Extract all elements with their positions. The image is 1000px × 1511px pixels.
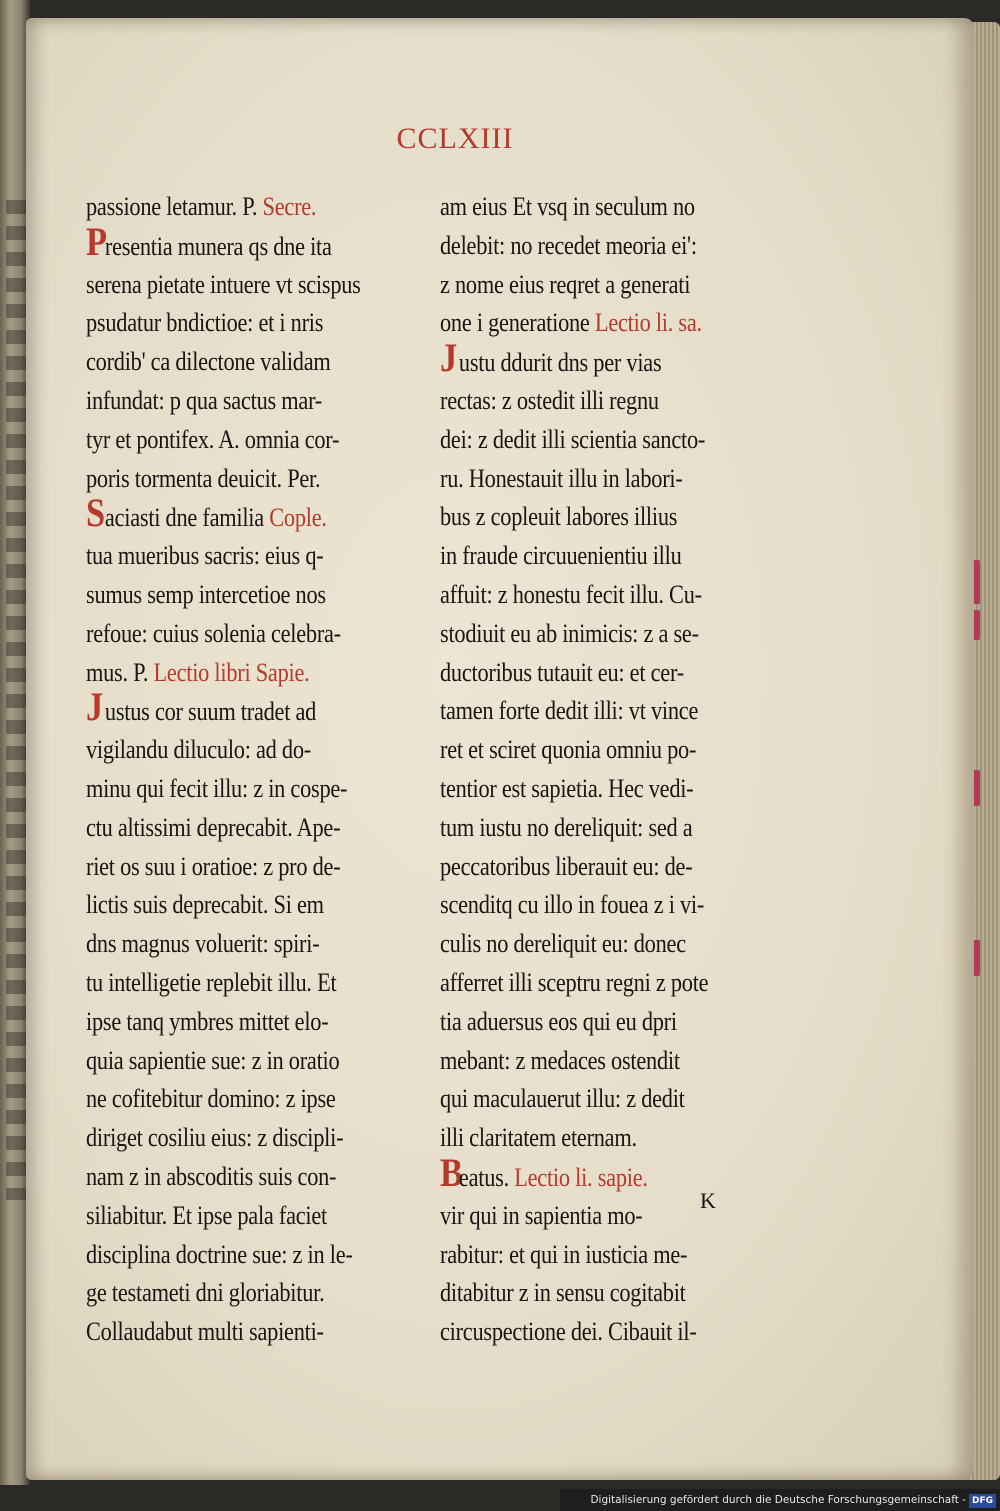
line-text: ru. Honestauit illu in labori- (440, 463, 683, 493)
line-text: scenditq cu illo in fouea z i vi- (440, 890, 705, 920)
line-text: am eius Et vsq in seculum no (440, 192, 695, 221)
rubric-heading: Lectio libri Sapie. (153, 657, 310, 687)
text-line (440, 615, 771, 654)
line-text: in fraude circuuenientiu illu (440, 541, 682, 571)
rubricated-initial: P (86, 226, 107, 264)
line-text: quia sapientie sue: z in oratio (86, 1045, 340, 1075)
text-line (440, 1042, 771, 1081)
line-text: tua mueribus sacris: eius q- (86, 541, 324, 571)
text-line (440, 1080, 771, 1119)
text-line (440, 1003, 771, 1042)
rubric-heading: Secre. (262, 192, 317, 221)
line-text: tyr et pontifex. A. omnia cor- (86, 424, 340, 454)
line-text: ustu ddurit dns per vias (458, 348, 662, 378)
text-line (440, 848, 771, 887)
text-line (440, 498, 771, 537)
line-text: culis no dereliquit eu: donec (440, 929, 686, 959)
line-text: tentior est sapietia. Hec vedi- (440, 773, 694, 803)
line-text: stodiuit eu ab inimicis: z a se- (440, 618, 699, 648)
line-text: dei: z dedit illi scientia sancto- (440, 424, 706, 454)
text-line (86, 692, 417, 731)
line-text: circuspectione dei. Cibauit il- (440, 1317, 697, 1347)
line-text: vigilandu diluculo: ad do- (86, 735, 311, 765)
text-line (440, 227, 771, 266)
text-line (440, 654, 771, 693)
line-text: resentia munera qs dne ita (104, 231, 332, 261)
rubricated-initial: J (86, 692, 103, 730)
line-text: mus. P. (86, 657, 154, 687)
line-text: mebant: z medaces ostendit (440, 1045, 680, 1075)
line-text: one i generatione (440, 308, 595, 338)
text-line (440, 1197, 771, 1236)
line-text: infundat: p qua sactus mar- (86, 385, 323, 415)
line-text: tu intelligetie replebit illu. Et (86, 967, 337, 997)
line-text: ductoribus tutauit eu: et cer- (440, 657, 684, 687)
text-line (86, 1158, 417, 1197)
text-line (86, 886, 417, 925)
line-text: riet os suu i oratioe: z pro de- (86, 851, 341, 881)
text-line (440, 421, 771, 460)
text-line (440, 964, 771, 1003)
rubricated-initial: J (440, 343, 457, 381)
line-text: tamen forte dedit illi: vt vince (440, 696, 699, 726)
text-line (86, 615, 417, 654)
text-line (86, 1003, 417, 1042)
text-line (440, 266, 771, 305)
right-text-column (440, 188, 770, 1352)
line-text: ret et sciret quonia omniu po- (440, 735, 697, 765)
line-text: serena pietate intuere vt scispus (86, 269, 361, 299)
line-text: illi claritatem eternam. (440, 1123, 637, 1153)
line-text: ustus cor suum tradet ad (104, 697, 317, 727)
text-line (86, 1236, 417, 1275)
line-text: diriget cosiliu eius: z discipli- (86, 1123, 344, 1153)
rubric-heading: Lectio li. sa. (594, 308, 702, 338)
rubricated-initial: S (86, 498, 105, 536)
catchword: K (700, 1188, 716, 1213)
line-text: ctu altissimi deprecabit. Ape- (86, 812, 341, 842)
rubric-heading: Lectio li. sapie. (514, 1162, 648, 1192)
text-line (86, 188, 417, 227)
text-line (440, 460, 771, 499)
text-line (86, 809, 417, 848)
credit-text: Digitalisierung gefördert durch die Deutsche Forschungsgemeinschaft - (590, 1494, 966, 1506)
line-text: bus z copleuit labores illius (440, 502, 678, 532)
text-line (86, 1042, 417, 1081)
text-line (86, 654, 417, 693)
line-text: sumus semp intercetioe nos (86, 579, 326, 609)
text-line (440, 770, 771, 809)
line-text: siliabitur. Et ipse pala faciet (86, 1200, 327, 1230)
text-line (440, 343, 771, 382)
text-line (86, 382, 417, 421)
line-text: tia aduersus eos qui eu dpri (440, 1006, 677, 1036)
text-line (440, 1236, 771, 1275)
text-line (440, 188, 771, 227)
text-line (86, 731, 417, 770)
line-text: nam z in abscoditis suis con- (86, 1161, 337, 1191)
line-text: poris tormenta deuicit. Per. (86, 463, 321, 493)
text-line (440, 886, 771, 925)
text-line (440, 692, 771, 731)
text-line (440, 1158, 771, 1197)
text-line (86, 848, 417, 887)
line-text: z nome eius reqret a generati (440, 269, 691, 299)
dfg-logo-badge: DFG (969, 1494, 996, 1508)
rubricated-initial: B (440, 1157, 463, 1195)
text-line (86, 1274, 417, 1313)
line-text: refoue: cuius solenia celebra- (86, 618, 341, 648)
text-line (86, 537, 417, 576)
line-text: eatus. (458, 1162, 515, 1192)
line-text: tum iustu no dereliquit: sed a (440, 812, 693, 842)
left-text-column (86, 188, 416, 1352)
line-text: disciplina doctrine sue: z in le- (86, 1239, 353, 1269)
line-text: psudatur bndictioe: et i nris (86, 308, 324, 338)
text-line (86, 576, 417, 615)
line-text: ditabitur z in sensu cogitabit (440, 1278, 686, 1308)
text-line (86, 304, 417, 343)
line-text: minu qui fecit illu: z in cospe- (86, 773, 348, 803)
text-line (86, 1080, 417, 1119)
text-line (440, 731, 771, 770)
line-text: ipse tanq ymbres mittet elo- (86, 1006, 329, 1036)
text-line (86, 266, 417, 305)
line-text: affuit: z honestu fecit illu. Cu- (440, 579, 702, 609)
previous-page-text-fragments (6, 200, 26, 1200)
text-line (86, 498, 417, 537)
text-line (86, 227, 417, 266)
text-line (440, 382, 771, 421)
line-text: afferret illi sceptru regni z pote (440, 967, 709, 997)
line-text: delebit: no recedet meoria ei': (440, 230, 697, 260)
line-text: aciasti dne familia (104, 503, 270, 533)
text-line (440, 537, 771, 576)
text-line (86, 1197, 417, 1236)
line-text: rabitur: et qui in iusticia me- (440, 1239, 688, 1269)
text-line (440, 809, 771, 848)
line-text: ge testameti dni gloriabitur. (86, 1278, 325, 1308)
digitization-credit-bar (560, 1489, 1000, 1511)
line-text: Collaudabut multi sapienti- (86, 1317, 324, 1347)
text-line (440, 1313, 771, 1352)
line-text: qui maculauerut illu: z dedit (440, 1084, 685, 1114)
text-line (86, 925, 417, 964)
text-line (440, 1119, 771, 1158)
line-text: ne cofitebitur domino: z ipse (86, 1084, 336, 1114)
text-line (440, 304, 771, 343)
rubric-heading: Cople. (269, 503, 327, 533)
text-line (440, 576, 771, 615)
line-text: passione letamur. P. (86, 192, 263, 221)
line-text: dns magnus voluerit: spiri- (86, 929, 320, 959)
line-text: cordib' ca dilectone validam (86, 347, 331, 377)
text-line (86, 343, 417, 382)
text-line (86, 421, 417, 460)
text-line (440, 925, 771, 964)
text-line (86, 964, 417, 1003)
text-line (86, 460, 417, 499)
text-line (86, 770, 417, 809)
text-line (86, 1313, 417, 1352)
line-text: vir qui in sapientia mo- (440, 1200, 643, 1230)
folio-number: CCLXIII (396, 122, 514, 155)
text-line (440, 1274, 771, 1313)
line-text: lictis suis deprecabit. Si em (86, 890, 324, 920)
line-text: peccatoribus liberauit eu: de- (440, 851, 693, 881)
text-line (86, 1119, 417, 1158)
line-text: rectas: z ostedit illi regnu (440, 385, 659, 415)
